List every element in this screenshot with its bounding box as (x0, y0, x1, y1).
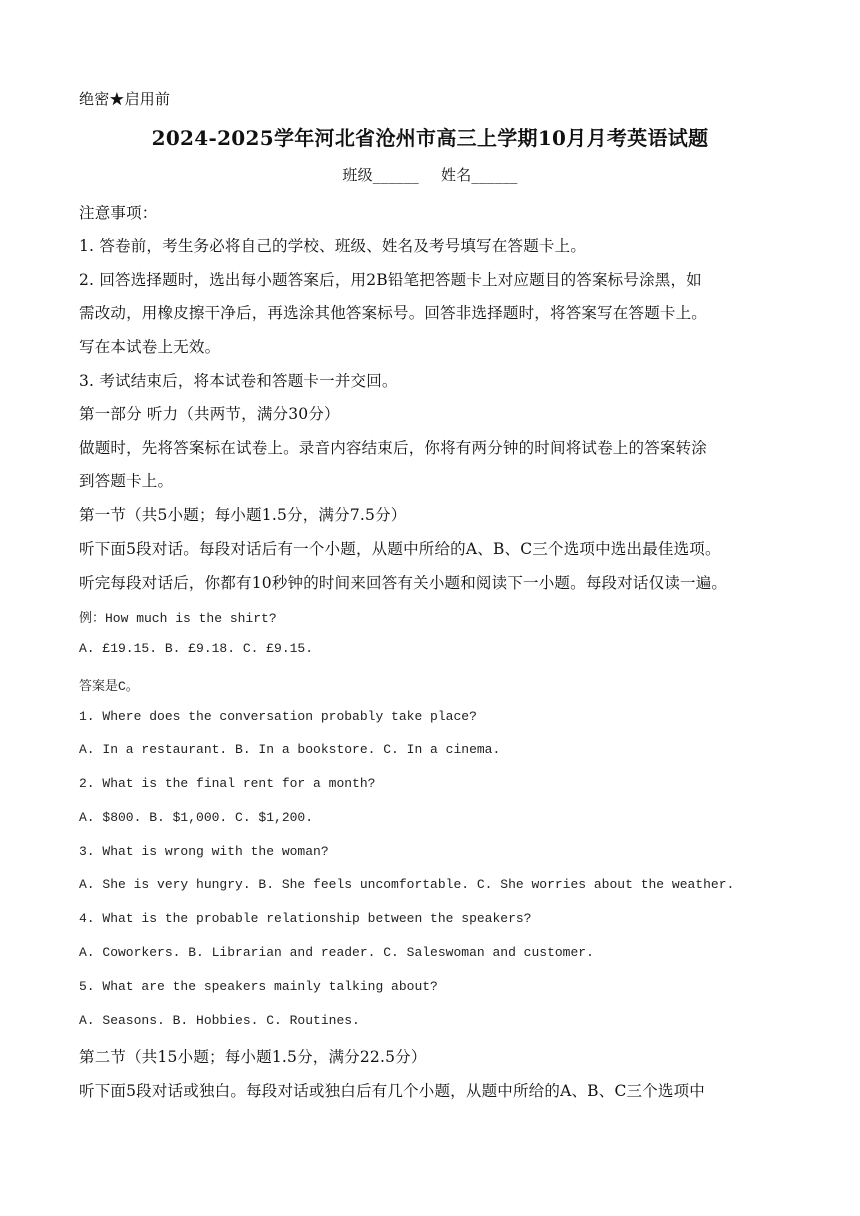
note-item-2-line1: 2. 回答选择题时，选出每小题答案后，用2B铅笔把答题卡上对应题目的答案标号涂黑，如 (79, 271, 702, 289)
question-4-options: A. Coworkers. B. Librarian and reader. C. Saleswoman and customer. (79, 945, 594, 960)
name-field-label: 姓名______ (441, 166, 518, 184)
question-4: 4. What is the probable relationship between the speakers? (79, 911, 532, 926)
question-5-options: A. Seasons. B. Hobbies. C. Routines. (79, 1013, 360, 1028)
note-item-1: 1. 答卷前，考生务必将自己的学校、班级、姓名及考号填写在答题卡上。 (79, 237, 587, 255)
section2-instruction-line1: 听下面5段对话或独白。每段对话或独白后有几个小题，从题中所给的A、B、C三个选项中 (79, 1082, 706, 1100)
question-5: 5. What are the speakers mainly talking about? (79, 979, 438, 994)
section1-heading: 第一节（共5小题；每小题1.5分，满分7.5分） (79, 506, 407, 524)
exam-title: 2024-2025学年河北省沧州市高三上学期10月月考英语试题 (151, 126, 709, 150)
section1-instruction-line1: 听下面5段对话。每段对话后有一个小题，从题中所给的A、B、C三个选项中选出最佳选项。 (79, 540, 721, 558)
question-1: 1. Where does the conversation probably take place? (79, 709, 477, 724)
question-2-options: A. $800. B. $1,000. C. $1,200. (79, 810, 314, 825)
part1-heading: 第一部分 听力（共两节，满分30分） (79, 405, 340, 423)
question-1-options: A. In a restaurant. B. In a bookstore. C. In a cinema. (79, 742, 501, 757)
note-item-2-line3: 写在本试卷上无效。 (79, 338, 221, 356)
section2-heading: 第二节（共15小题；每小题1.5分，满分22.5分） (79, 1048, 427, 1066)
question-3-options: A. She is very hungry. B. She feels uncomfortable. C. She worries about the weather. (79, 877, 735, 892)
question-2: 2. What is the final rent for a month? (79, 776, 376, 791)
note-item-2-line2: 需改动，用橡皮擦干净后，再选涂其他答案标号。回答非选择题时，将答案写在答题卡上。 (79, 304, 708, 322)
part1-intro-line1: 做题时，先将答案标在试卷上。录音内容结束后，你将有两分钟的时间将试卷上的答案转涂 (79, 439, 708, 457)
note-item-3: 3. 考试结束后，将本试卷和答题卡一并交回。 (79, 372, 398, 390)
secret-label: 绝密★启用前 (79, 90, 171, 108)
class-field-label: 班级______ (342, 166, 419, 184)
class-name-fields (0, 164, 860, 185)
example-options: A. £19.15. B. £9.18. C. £9.15. (79, 641, 314, 656)
section1-instruction-line2: 听完每段对话后，你都有10秒钟的时间来回答有关小题和阅读下一小题。每段对话仅读一遍。 (79, 574, 728, 592)
example-answer: 答案是C。 (79, 679, 139, 694)
example-question: 例：How much is the shirt? (79, 611, 277, 626)
question-3: 3. What is wrong with the woman? (79, 844, 329, 859)
part1-intro-line2: 到答题卡上。 (79, 472, 174, 490)
notes-heading: 注意事项： (79, 204, 158, 222)
